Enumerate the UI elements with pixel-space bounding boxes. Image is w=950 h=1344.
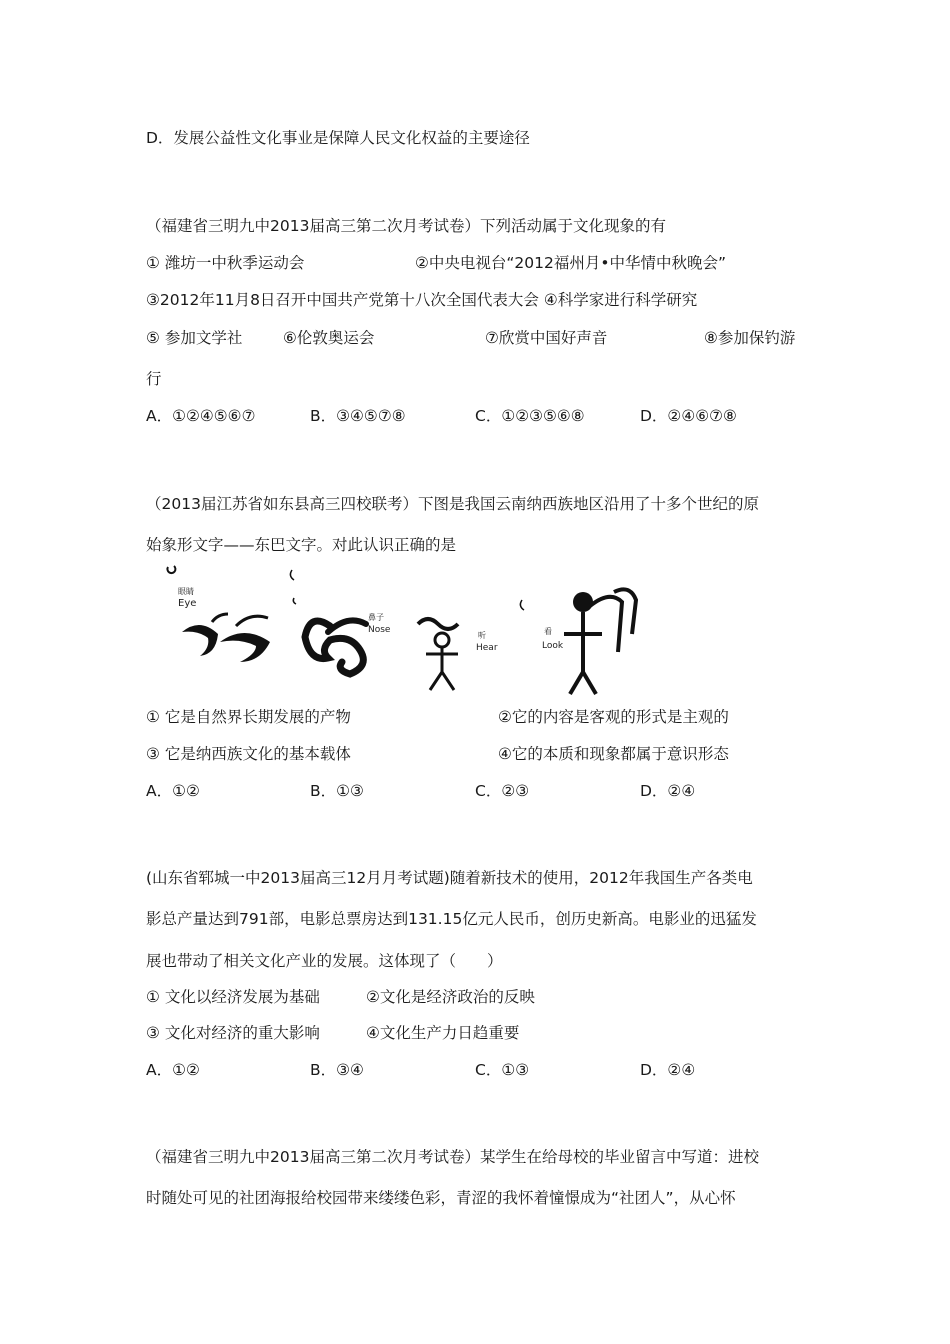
q3-option-d: D．②④ bbox=[640, 1061, 696, 1079]
q1-option-d: D．②④⑥⑦⑧ bbox=[640, 407, 737, 425]
q3-option-b: B．③④ bbox=[310, 1061, 364, 1079]
hear-label-en: Hear bbox=[476, 643, 498, 653]
dongba-pictographs bbox=[160, 562, 650, 702]
q4-stem-line1: （福建省三明九中2013届高三第二次月考试卷）某学生在给母校的毕业留言中写道：进校 bbox=[146, 1148, 759, 1166]
q2-stem-line1: （2013届江苏省如东县高三四校联考）下图是我国云南纳西族地区沿用了十多个世纪的原 bbox=[146, 495, 759, 513]
look-label-en: Look bbox=[542, 641, 564, 651]
q2-item-3: ③ 它是纳西族文化的基本载体 bbox=[146, 745, 351, 763]
q2-item-1: ① 它是自然界长期发展的产物 bbox=[146, 708, 351, 726]
q1-item-2: ②中央电视台“2012福州月•中华情中秋晚会” bbox=[415, 254, 727, 272]
q2-stem-line2: 始象形文字——东巴文字。对此认识正确的是 bbox=[146, 536, 457, 554]
nose-label-en: Nose bbox=[368, 625, 391, 635]
nose-label-cn: 鼻子 bbox=[368, 613, 384, 622]
q1-stem: （福建省三明九中2013届高三第二次月考试卷）下列活动属于文化现象的有 bbox=[146, 217, 666, 235]
hear-pictograph bbox=[418, 619, 498, 690]
q2-option-a: A．①② bbox=[146, 782, 200, 800]
q3-option-a: A．①② bbox=[146, 1061, 200, 1079]
q1-item-6: ⑥伦敦奥运会 bbox=[283, 329, 375, 347]
q4-stem-line2: 时随处可见的社团海报给校园带来缕缕色彩，青涩的我怀着憧憬成为“社团人”，从心怀 bbox=[146, 1189, 736, 1207]
q3-item-1: ① 文化以经济发展为基础 bbox=[146, 988, 320, 1006]
hear-label-cn: 听 bbox=[478, 631, 486, 640]
q3-item-4: ④文化生产力日趋重要 bbox=[366, 1024, 520, 1042]
q1-option-b: B．③④⑤⑦⑧ bbox=[310, 407, 406, 425]
q2-option-b: B．①③ bbox=[310, 782, 364, 800]
eye-pictograph bbox=[167, 566, 270, 662]
q0-option-d: D．发展公益性文化事业是保障人民文化权益的主要途径 bbox=[146, 129, 530, 147]
q1-item-7: ⑦欣赏中国好声音 bbox=[485, 329, 608, 347]
q1-option-c: C．①②③⑤⑥⑧ bbox=[475, 407, 585, 425]
q1-items-row2: ③2012年11月8日召开中国共产党第十八次全国代表大会 ④科学家进行科学研究 bbox=[146, 291, 698, 309]
q1-item-8: ⑧参加保钓游 bbox=[704, 329, 796, 347]
q3-item-3: ③ 文化对经济的重大影响 bbox=[146, 1024, 320, 1042]
q3-option-c: C．①③ bbox=[475, 1061, 530, 1079]
q3-stem-line1: (山东省郓城一中2013届高三12月月考试题)随着新技术的使用，2012年我国生产各类电 bbox=[146, 869, 753, 887]
q2-option-c: C．②③ bbox=[475, 782, 530, 800]
q3-stem-line3: 展也带动了相关文化产业的发展。这体现了（ ） bbox=[146, 952, 503, 970]
q1-items-row4: 行 bbox=[146, 370, 162, 388]
q2-item-2: ②它的内容是客观的形式是主观的 bbox=[498, 708, 729, 726]
dongba-pictograph-figure bbox=[160, 562, 650, 702]
look-label-cn: 看 bbox=[544, 627, 552, 636]
q1-item-1: ① 潍坊一中秋季运动会 bbox=[146, 254, 305, 272]
eye-label-en: Eye bbox=[178, 598, 197, 609]
look-pictograph bbox=[520, 589, 636, 694]
q3-stem-line2: 影总产量达到791部，电影总票房达到131.15亿元人民币，创历史新高。电影业的迅猛发 bbox=[146, 910, 757, 928]
q2-item-4: ④它的本质和现象都属于意识形态 bbox=[498, 745, 729, 763]
q1-option-a: A．①②④⑤⑥⑦ bbox=[146, 407, 256, 425]
q2-option-d: D．②④ bbox=[640, 782, 696, 800]
nose-pictograph bbox=[290, 570, 391, 674]
q3-item-2: ②文化是经济政治的反映 bbox=[366, 988, 535, 1006]
q1-item-5: ⑤ 参加文学社 bbox=[146, 329, 243, 347]
eye-label-cn: 眼睛 bbox=[178, 587, 194, 596]
